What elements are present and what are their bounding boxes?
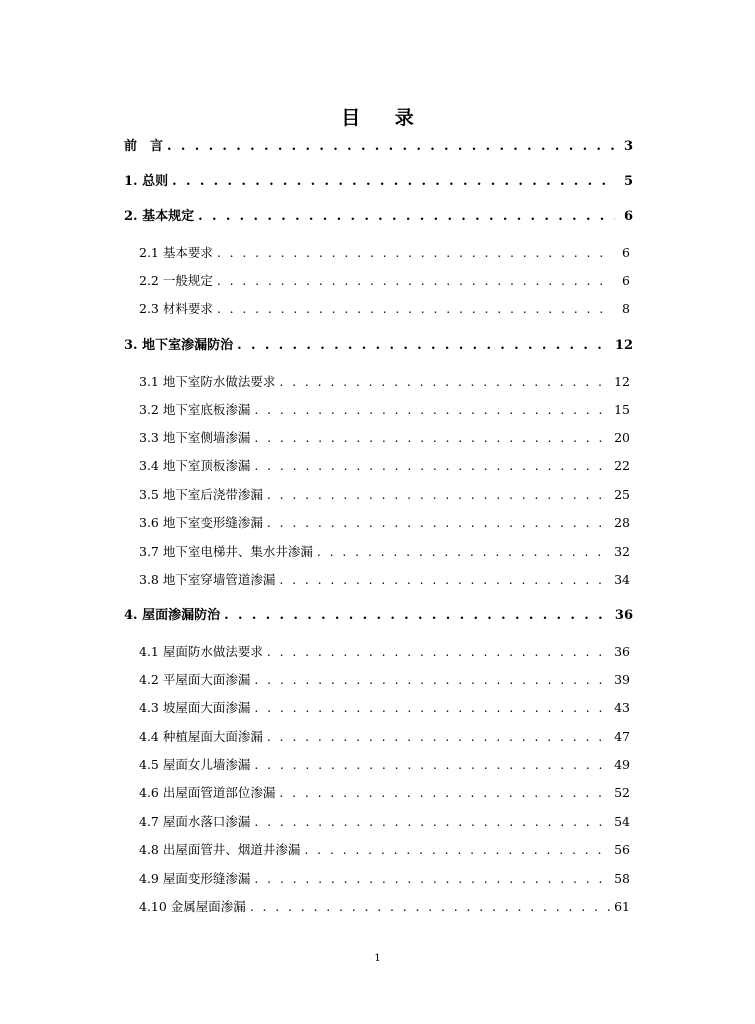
toc-section-entry[interactable] <box>139 542 630 562</box>
page-number: 1 <box>374 953 381 964</box>
toc-section-entry[interactable] <box>139 485 630 505</box>
toc-section-entry[interactable] <box>139 243 630 263</box>
toc-leader-dots <box>224 606 611 626</box>
toc-entry-page-number: 43 <box>614 700 630 715</box>
toc-entry-label: 4.2 平屋面大面渗漏 <box>139 672 251 687</box>
toc-entry-page-number: 3 <box>623 139 633 154</box>
toc-entry-label: 前 言 <box>124 139 164 154</box>
toc-leader-dots <box>254 456 610 476</box>
toc-chapter-entry[interactable] <box>124 137 633 157</box>
toc-section-entry[interactable] <box>139 698 630 718</box>
toc-section-entry[interactable] <box>139 812 630 832</box>
toc-entry-page-number: 56 <box>614 842 630 857</box>
toc-leader-dots <box>317 542 610 562</box>
toc-leader-dots <box>198 207 615 227</box>
toc-entry-page-number: 20 <box>614 430 630 445</box>
toc-leader-dots <box>254 755 610 775</box>
toc-leader-dots <box>217 271 612 291</box>
toc-entry-label: 3.3 地下室侧墙渗漏 <box>139 430 251 445</box>
toc-entry-page-number: 25 <box>614 487 630 502</box>
toc-entry-label: 3.1 地下室防水做法要求 <box>139 374 276 389</box>
toc-entry-page-number: 12 <box>614 374 630 389</box>
toc-leader-dots <box>254 428 610 448</box>
toc-entry-label: 4.6 出屋面管道部位渗漏 <box>139 785 276 800</box>
toc-section-entry[interactable] <box>139 570 630 590</box>
toc-section-entry[interactable] <box>139 755 630 775</box>
toc-chapter-entry[interactable] <box>124 207 633 227</box>
toc-leader-dots <box>250 897 610 917</box>
toc-entry-page-number: 36 <box>614 644 630 659</box>
toc-section-entry[interactable] <box>139 670 630 690</box>
toc-entry-label: 3.8 地下室穿墙管道渗漏 <box>139 572 276 587</box>
toc-leader-dots <box>254 698 610 718</box>
toc-leader-dots <box>279 783 610 803</box>
toc-leader-dots <box>167 137 615 157</box>
toc-section-entry[interactable] <box>139 299 630 319</box>
toc-entry-page-number: 36 <box>614 608 633 623</box>
toc-section-entry[interactable] <box>139 897 630 917</box>
toc-chapter-entry[interactable] <box>124 606 633 626</box>
toc-entry-label: 3.7 地下室电梯井、集水井渗漏 <box>139 544 313 559</box>
toc-entry-page-number: 32 <box>614 544 630 559</box>
toc-leader-dots <box>254 670 610 690</box>
toc-section-entry[interactable] <box>139 456 630 476</box>
toc-leader-dots <box>172 172 615 192</box>
toc-entry-label: 2. 基本规定 <box>124 209 195 224</box>
toc-entry-page-number: 58 <box>614 871 630 886</box>
toc-entry-page-number: 12 <box>614 338 633 353</box>
toc-entry-label: 2.1 基本要求 <box>139 245 213 260</box>
toc-entry-page-number: 28 <box>614 515 630 530</box>
toc-entry-label: 4.5 屋面女儿墙渗漏 <box>139 757 251 772</box>
toc-leader-dots <box>254 400 610 420</box>
toc-leader-dots <box>267 485 610 505</box>
toc-entry-page-number: 49 <box>614 757 630 772</box>
toc-section-entry[interactable] <box>139 513 630 533</box>
toc-entry-label: 4.9 屋面变形缝渗漏 <box>139 871 251 886</box>
toc-entry-page-number: 54 <box>614 814 630 829</box>
toc-leader-dots <box>237 336 611 356</box>
toc-section-entry[interactable] <box>139 271 630 291</box>
toc-section-entry[interactable] <box>139 428 630 448</box>
toc-entry-label: 4.7 屋面水落口渗漏 <box>139 814 251 829</box>
toc-leader-dots <box>279 372 610 392</box>
toc-entry-page-number: 61 <box>614 899 630 914</box>
toc-leader-dots <box>267 727 610 747</box>
toc-entry-label: 3.4 地下室顶板渗漏 <box>139 458 251 473</box>
toc-section-entry[interactable] <box>139 372 630 392</box>
toc-section-entry[interactable] <box>139 783 630 803</box>
toc-leader-dots <box>254 812 610 832</box>
toc-entry-page-number: 6 <box>622 245 630 260</box>
toc-entry-label: 4.1 屋面防水做法要求 <box>139 644 263 659</box>
toc-entry-page-number: 8 <box>622 301 630 316</box>
toc-chapter-entry[interactable] <box>124 336 633 356</box>
toc-leader-dots <box>267 513 610 533</box>
toc-section-entry[interactable] <box>139 400 630 420</box>
toc-entry-label: 3.2 地下室底板渗漏 <box>139 402 251 417</box>
toc-leader-dots <box>279 570 610 590</box>
toc-entry-page-number: 47 <box>614 729 630 744</box>
toc-entry-label: 4.10 金属屋面渗漏 <box>139 899 246 914</box>
toc-entry-page-number: 52 <box>614 785 630 800</box>
toc-section-entry[interactable] <box>139 869 630 889</box>
toc-entry-label: 2.3 材料要求 <box>139 301 213 316</box>
toc-entry-label: 4.3 坡屋面大面渗漏 <box>139 700 251 715</box>
toc-entry-page-number: 15 <box>614 402 630 417</box>
toc-entry-page-number: 34 <box>614 572 630 587</box>
toc-leader-dots <box>254 869 610 889</box>
toc-entry-page-number: 39 <box>614 672 630 687</box>
toc-entry-page-number: 22 <box>614 458 630 473</box>
toc-title: 目 录 <box>341 107 428 129</box>
toc-entry-label: 1. 总则 <box>124 174 169 189</box>
toc-section-entry[interactable] <box>139 727 630 747</box>
toc-entry-page-number: 6 <box>622 273 630 288</box>
toc-chapter-entry[interactable] <box>124 172 633 192</box>
toc-section-entry[interactable] <box>139 840 630 860</box>
toc-entry-label: 4.4 种植屋面大面渗漏 <box>139 729 263 744</box>
toc-entry-label: 3.5 地下室后浇带渗漏 <box>139 487 263 502</box>
toc-entry-label: 4.8 出屋面管井、烟道井渗漏 <box>139 842 301 857</box>
toc-entry-page-number: 6 <box>623 209 633 224</box>
toc-entry-label: 3.6 地下室变形缝渗漏 <box>139 515 263 530</box>
toc-leader-dots <box>217 299 612 319</box>
toc-entry-page-number: 5 <box>623 174 633 189</box>
toc-leader-dots <box>217 243 612 263</box>
toc-entry-label: 2.2 一般规定 <box>139 273 213 288</box>
toc-leader-dots <box>304 840 610 860</box>
toc-section-entry[interactable] <box>139 642 630 662</box>
toc-entry-label: 4. 屋面渗漏防治 <box>124 608 221 623</box>
toc-leader-dots <box>267 642 610 662</box>
toc-entry-label: 3. 地下室渗漏防治 <box>124 338 234 353</box>
